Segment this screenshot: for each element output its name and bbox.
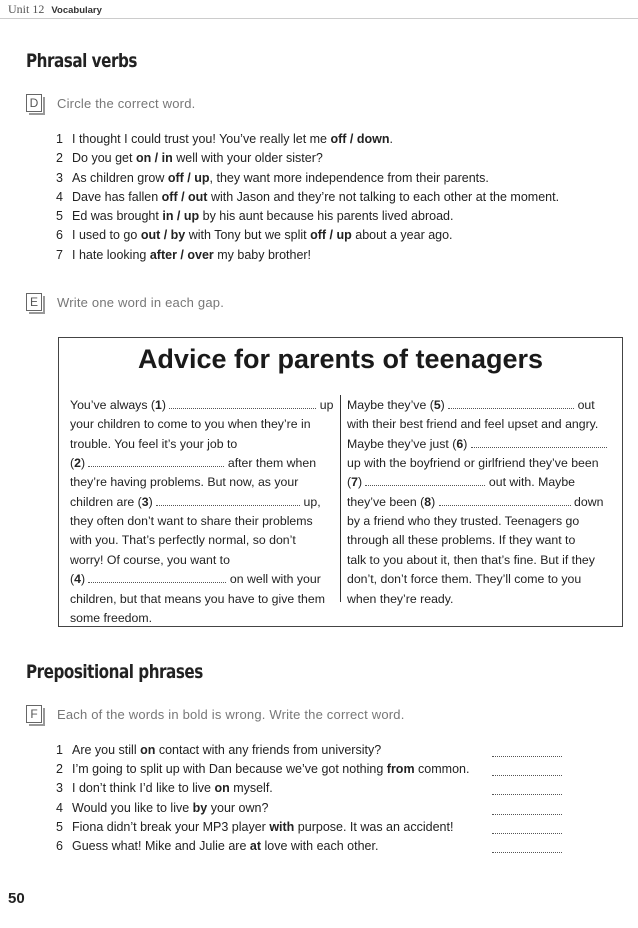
- exercise-item: [56, 207, 559, 226]
- bold-text: 6: [456, 436, 464, 451]
- text-box: [58, 337, 623, 627]
- text-run: ): [357, 475, 366, 490]
- item-number: 5: [56, 209, 63, 224]
- text-line: [347, 570, 581, 589]
- answer-gap[interactable]: [88, 454, 224, 467]
- bold-text: 7: [351, 475, 358, 490]
- section-label: Vocabulary: [51, 5, 102, 16]
- text-run: on well with your: [226, 572, 321, 587]
- answer-line[interactable]: [492, 755, 562, 757]
- text-run: Maybe they’ve (: [347, 398, 434, 412]
- text-run: I’m going to split up with Dan because we’ve got nothing: [72, 762, 387, 777]
- exercise-item: [56, 130, 559, 149]
- text-line: [347, 493, 603, 512]
- exercise-item: [56, 169, 559, 188]
- item-number: 4: [56, 800, 63, 815]
- text-run: your children to come to you when they’re in: [70, 417, 311, 432]
- answer-gap[interactable]: [156, 493, 300, 506]
- text-run: with you. That’s perfectly normal, so don’t: [70, 533, 296, 548]
- exercise-f-instruction: Each of the words in bold is wrong. Write the correct word.: [57, 706, 405, 722]
- text-run: out: [574, 398, 595, 412]
- text-run: Guess what! Mike and Julie are: [72, 838, 250, 853]
- bold-text: with: [269, 819, 295, 834]
- text-run: .: [389, 132, 393, 146]
- answer-line[interactable]: [492, 793, 562, 795]
- text-run: ): [80, 456, 89, 471]
- bold-text: off / out: [161, 189, 208, 204]
- text-run: You’ve always (: [70, 398, 155, 412]
- text-run: contact with any friends from university?: [155, 743, 382, 757]
- bold-text: on / in: [135, 151, 173, 166]
- text-run: my baby brother!: [213, 247, 312, 262]
- text-run: some freedom.: [70, 610, 153, 625]
- item-number: 6: [56, 838, 63, 853]
- text-run: up: [316, 398, 334, 412]
- bold-text: 3: [141, 494, 149, 509]
- text-run: well with your older sister?: [172, 151, 323, 166]
- text-line: [70, 609, 152, 628]
- text-run: by his aunt because his parents lived abroad.: [199, 209, 454, 224]
- bold-text: by: [192, 800, 208, 815]
- text-run: about a year ago.: [351, 228, 453, 243]
- text-run: by a friend who they trusted. Teenagers go: [347, 514, 580, 529]
- text-run: when they’re ready.: [347, 591, 454, 606]
- text-line: [347, 590, 453, 609]
- page-number: 50: [8, 890, 25, 907]
- text-line: [70, 551, 230, 570]
- exercise-f-heading: [26, 705, 405, 723]
- exercise-d-items: [56, 130, 559, 265]
- text-run: I thought I could trust you! You’ve really let me: [72, 132, 331, 146]
- text-run: with Tony but we split: [185, 228, 311, 243]
- text-run: Would you like to live: [72, 800, 193, 815]
- text-run: I used to go: [72, 228, 141, 243]
- text-run: ): [463, 436, 471, 451]
- exercise-item: [56, 226, 559, 245]
- unit-label: Unit 12: [8, 2, 45, 16]
- text-run: ): [80, 572, 89, 587]
- text-run: your own?: [207, 800, 269, 815]
- text-run: ): [440, 398, 449, 412]
- text-run: through all these problems. If they want to: [347, 533, 576, 548]
- text-line: [70, 590, 325, 609]
- exercise-d-heading: [26, 94, 195, 112]
- bold-text: 5: [433, 398, 441, 412]
- text-line: [347, 512, 579, 531]
- text-run: ): [148, 494, 157, 509]
- text-run: trouble. You feel it’s your job to: [70, 436, 238, 451]
- exercise-e-letter: E: [26, 293, 42, 311]
- exercise-item: [56, 741, 469, 760]
- bold-text: off / up: [167, 170, 210, 185]
- text-run: ): [431, 494, 439, 509]
- answer-gap[interactable]: [88, 570, 226, 583]
- text-run: worry! Of course, you want to: [70, 552, 230, 567]
- exercise-f-items: [56, 741, 469, 856]
- text-line: [347, 531, 575, 550]
- exercise-e-heading: [26, 293, 224, 311]
- exercise-e-instruction: Write one word in each gap.: [57, 294, 225, 310]
- section-title-prepositional-phrases: Prepositional phrases: [26, 661, 203, 683]
- item-number: 7: [56, 247, 63, 262]
- text-run: they often don’t want to share their problems: [70, 514, 313, 529]
- bold-text: out / by: [140, 228, 186, 243]
- exercise-item: [56, 246, 559, 265]
- text-run: Maybe they’ve just (: [347, 436, 457, 451]
- text-run: Fiona didn’t break your MP3 player: [72, 819, 270, 834]
- answer-line[interactable]: [492, 832, 562, 834]
- text-run: (: [347, 475, 352, 490]
- item-number: 6: [56, 228, 63, 243]
- exercise-f-letter: F: [26, 705, 42, 723]
- text-run: children, but that means you have to give them: [70, 591, 325, 606]
- item-number: 3: [56, 781, 63, 796]
- item-number: 1: [56, 743, 63, 757]
- bold-text: off / up: [310, 228, 352, 243]
- text-run: common.: [414, 762, 470, 777]
- item-number: 4: [56, 189, 63, 204]
- answer-line[interactable]: [492, 813, 562, 815]
- item-number: 2: [56, 151, 63, 166]
- answer-line[interactable]: [492, 851, 562, 853]
- text-run: out with. Maybe: [485, 475, 576, 490]
- exercise-item: [56, 779, 469, 798]
- header-rule: [0, 18, 638, 19]
- text-line: [70, 473, 298, 492]
- bold-text: 8: [424, 494, 432, 509]
- bold-text: off / down: [330, 132, 390, 146]
- answer-gap[interactable]: [471, 435, 607, 448]
- exercise-d-instruction: Circle the correct word.: [57, 95, 196, 111]
- text-line: [347, 454, 599, 473]
- answer-gap[interactable]: [169, 396, 316, 409]
- text-line: [347, 473, 575, 492]
- bold-text: from: [386, 762, 415, 777]
- exercise-item: [56, 760, 469, 779]
- text-run: purpose. It was an accident!: [294, 819, 454, 834]
- bold-text: 1: [155, 398, 162, 412]
- text-line: [347, 551, 595, 570]
- item-number: 5: [56, 819, 63, 834]
- answer-gap[interactable]: [448, 396, 574, 409]
- text-line: [70, 396, 333, 415]
- text-run: myself.: [229, 781, 273, 796]
- text-run: they’re having problems. But now, as your: [70, 475, 299, 490]
- answer-gap[interactable]: [439, 493, 571, 506]
- text-run: Are you still: [72, 743, 141, 757]
- section-title-phrasal-verbs: Phrasal verbs: [26, 50, 137, 72]
- text-run: ): [161, 398, 170, 412]
- text-line: [70, 435, 237, 454]
- bold-text: on: [140, 743, 156, 757]
- text-run: love with each other.: [261, 838, 379, 853]
- exercise-d-letter: D: [26, 94, 42, 112]
- bold-text: 2: [74, 456, 81, 471]
- text-line: [70, 415, 311, 434]
- bold-text: after / over: [149, 247, 214, 262]
- item-number: 1: [56, 132, 63, 146]
- item-number: 3: [56, 170, 63, 185]
- text-run: children are (: [70, 494, 142, 509]
- text-line: [70, 512, 313, 531]
- page-header: [8, 2, 102, 17]
- text-run: , they want more independence from their parents.: [209, 170, 489, 185]
- text-run: Do you get: [72, 151, 136, 166]
- text-run: with their best friend and feel upset and angry.: [347, 417, 599, 432]
- text-run: I hate looking: [72, 247, 150, 262]
- exercise-item: [56, 149, 559, 168]
- text-run: (: [70, 572, 75, 587]
- item-number: 2: [56, 762, 63, 777]
- text-run: don’t, don’t force them. They’ll come to you: [347, 572, 582, 587]
- answer-gap[interactable]: [365, 473, 485, 486]
- exercise-item: [56, 837, 469, 856]
- text-run: talk to you about it, then that’s fine. But if they: [347, 552, 595, 567]
- text-line: [347, 415, 598, 434]
- text-run: down: [570, 494, 604, 509]
- text-run: (: [70, 456, 75, 471]
- text-run: Ed was brought: [72, 209, 163, 224]
- exercise-item: [56, 188, 559, 207]
- text-run: they’ve been (: [347, 494, 425, 509]
- exercise-item: [56, 799, 469, 818]
- text-line: [347, 396, 595, 415]
- text-line: [70, 570, 321, 589]
- text-run: with Jason and they’re not talking to each other at the moment.: [207, 189, 560, 204]
- bold-text: on: [214, 781, 230, 796]
- text-line: [70, 531, 296, 550]
- text-box-title: Advice for parents of teenagers: [137, 344, 544, 374]
- text-run: after them when: [224, 456, 317, 471]
- text-run: up with the boyfriend or girlfriend they’ve been: [347, 456, 599, 471]
- bold-text: at: [249, 838, 261, 853]
- column-divider: [340, 395, 341, 602]
- text-line: [70, 493, 321, 512]
- bold-text: in / up: [162, 209, 200, 224]
- bold-text: 4: [74, 572, 81, 587]
- answer-line[interactable]: [492, 774, 562, 776]
- exercise-item: [56, 818, 469, 837]
- text-run: up,: [300, 494, 321, 509]
- text-line: [347, 435, 607, 454]
- text-run: I don’t think I’d like to live: [72, 781, 215, 796]
- text-line: [70, 454, 316, 473]
- text-run: As children grow: [72, 170, 168, 185]
- text-run: Dave has fallen: [72, 189, 162, 204]
